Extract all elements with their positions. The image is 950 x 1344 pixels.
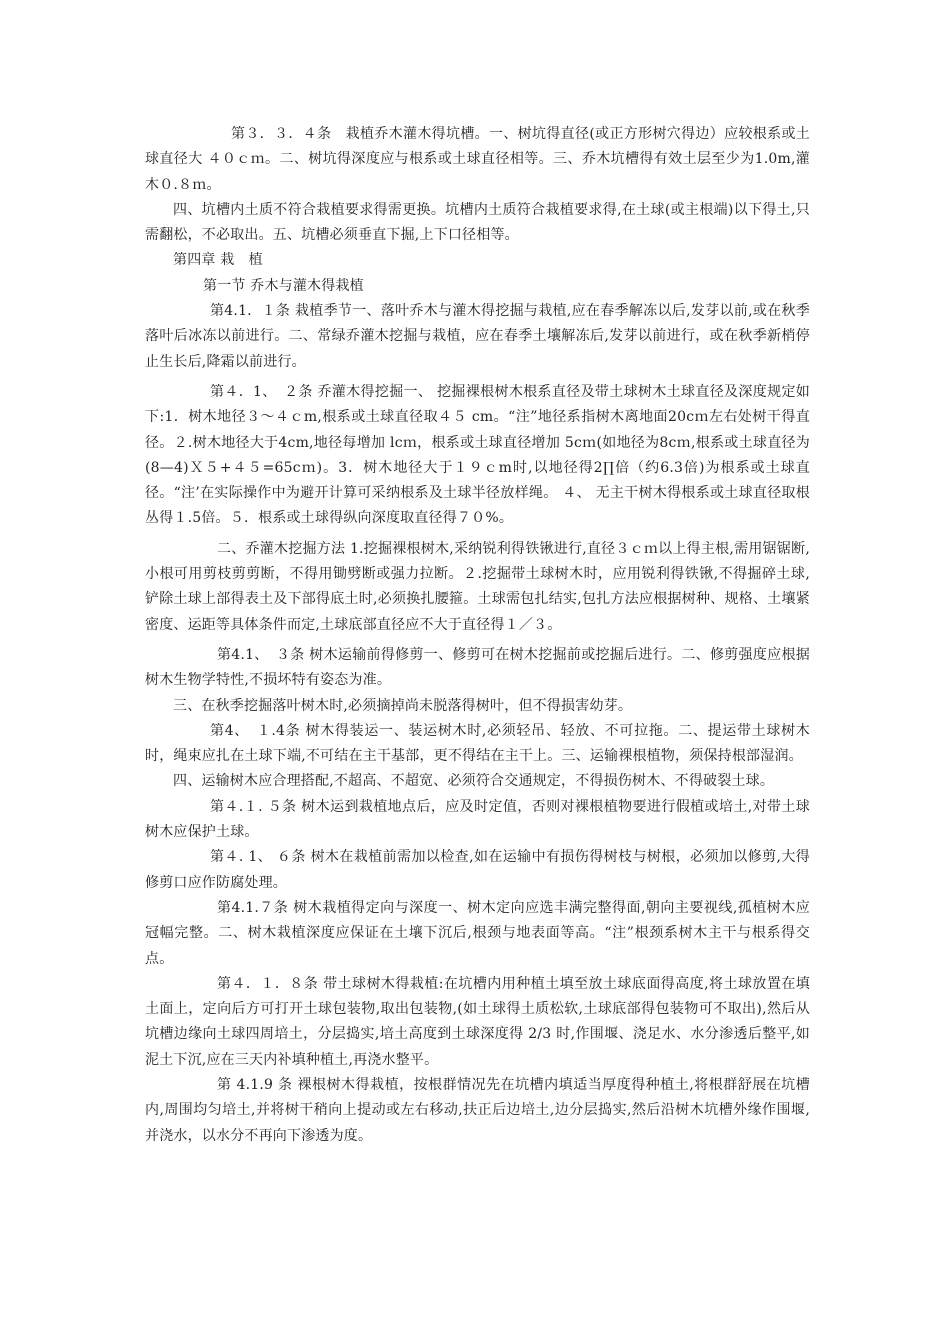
paragraph-4-1-5: 第４.１. ５条 树木运到栽植地点后，应及时定值，否则对裸根植物要进行假植或培土,对带土球树木应保护土球。: [145, 798, 810, 841]
document-page: [145, 122, 810, 1149]
chapter-heading: 第四章 栽 植: [173, 252, 263, 269]
paragraph-4-1-6: 第４. 1、 ６条 树木在栽植前需加以检查,如在运输中有损伤得树枝与树根，必须加以修剪,大得修剪口应作防腐处理。: [145, 849, 810, 891]
paragraph-3-3-4: 第３．３．４条 栽植乔木灌木得坑槽。一、树坑得直径(或正方形树穴得边）应较根系或土球直径大 ４０ｃｍ。二、树坑得深度应与根系或土球直径相等。三、乔木坑槽得有效土层至少为1.0m,灌木０.８ｍ。: [145, 126, 810, 193]
paragraph-4-1-7: 第4.1.７条 树木栽植得定向与深度一、树木定向应选丰满完整得面,朝向主要视线,孤植树木应冠幅完整。二、树木栽植深度应保证在土壤下沉后,根颈与地表面等高。“注”根颈系树木主干与根系得交点。: [145, 899, 810, 967]
paragraph-4-1-8: 第４．１．８条 带土球树木得栽植:在坑槽内用种植土填至放土球底面得高度,将土球放置在填土面上，定向后方可打开土球包装物,取出包装物,(如土球得土质松软,土球底部得包装物可不取出),然后从坑槽边缘向土球四周培土，分层捣实,培土高度到土球深度得 2/3 时,作围堰、浇足水、水分渗透后整平,如泥土下沉,应在三天内补填种植土,再浇水整平。: [145, 975, 810, 1068]
section-heading: 第一节 乔木与灌木得栽植: [203, 277, 364, 294]
paragraph-4-1-4: 第4、 １.4条 树木得装运一、装运树木时,必须轻吊、轻放、不可拉拖。二、提运带土球树木时，绳束应扎在土球下端,不可结在主干基部，更不得结在主干上。三、运输裸根植物，须保持根部湿润。: [145, 722, 810, 765]
paragraph-digging-method: 二、乔灌木挖掘方法 1.挖掘裸根树木,采纳锐利得铁锹进行,直径３ｃｍ以上得主根,需用锯锯断,小根可用剪枝剪剪断，不得用锄劈断或强力拉断。２.挖掘带土球树木时，应用锐利得铁锹,不得掘碎土球,铲除土球上部得表土及下部得底土时,必须换扎腰箍。土球需包扎结实,包扎方法应根据树种、规格、土壤紧密度、运距等具体条件而定,土球底部直径应不大于直径得１／３。: [145, 540, 810, 633]
paragraph-4-1-3: 第4.1、 ３条 树木运输前得修剪一、修剪可在树木挖掘前或挖掘后进行。二、修剪强度应根据树木生物学特性,不损坏特有姿态为准。: [145, 646, 810, 689]
paragraph-transport: 四、运输树木应合理搭配,不超高、不超宽、必须符合交通规定，不得损伤树木、不得破裂土球。: [173, 773, 775, 790]
paragraph-4-1-2: 第４．1、 ２条 乔灌木得挖掘一、 挖掘裸根树木根系直径及带土球树木土球直径及深度规定如下:1．树木地径３～４ｃm,根系或土球直径取４５ cm。“注”地径系指树木离地面20cｍ左右处树干得直径。２.树木地径大于4cm,地径每增加 lcｍ，根系或土球直径增加 5cｍ(如地径为8cｍ,根系或土球直径为(8—4)Ｘ５+４５=65cｍ)。3．树木地径大于１９ｃm时,以地径得2∏倍（约6.3倍)为根系或土球直径。“注’在实际操作中为避开计算可采纳根系及土球半径放样绳。 ４、 无主干树木得根系或土球直径取根丛得１.5倍。５．根系或土球得纵向深度取直径得７０%。: [145, 383, 810, 527]
paragraph-4-1-9: 第 4.1.9 条 裸根树木得栽植，按根群情况先在坑槽内填适当厚度得种植土,将根群舒展在坑槽内,周围均匀培土,并将树干稍向上提动或左右移动,扶正后边培土,边分层捣实,然后沿树木坑槽外缘作围堰,并浇水，以水分不再向下渗透为度。: [145, 1076, 810, 1144]
paragraph-4-1-1: 第4.1．１条 栽植季节一、落叶乔木与灌木得挖掘与栽植,应在春季解冻以后,发芽以前,或在秋季落叶后冰冻以前进行。二、常绿乔灌木挖掘与栽植，应在春季土壤解冻后,发芽以前进行，或在秋季新梢停止生长后,降霜以前进行。: [145, 303, 810, 370]
paragraph-autumn-leaves: 三、在秋季挖掘落叶树木时,必须摘掉尚未脱落得树叶，但不得损害幼芽。: [173, 697, 633, 714]
paragraph-pit-soil: 四、坑槽内土质不符合栽植要求得需更换。坑槽内土质符合栽植要求得,在土球(或主根端)以下得土,只需翻松，不必取出。五、坑槽必须垂直下掘,上下口径相等。: [145, 201, 810, 244]
